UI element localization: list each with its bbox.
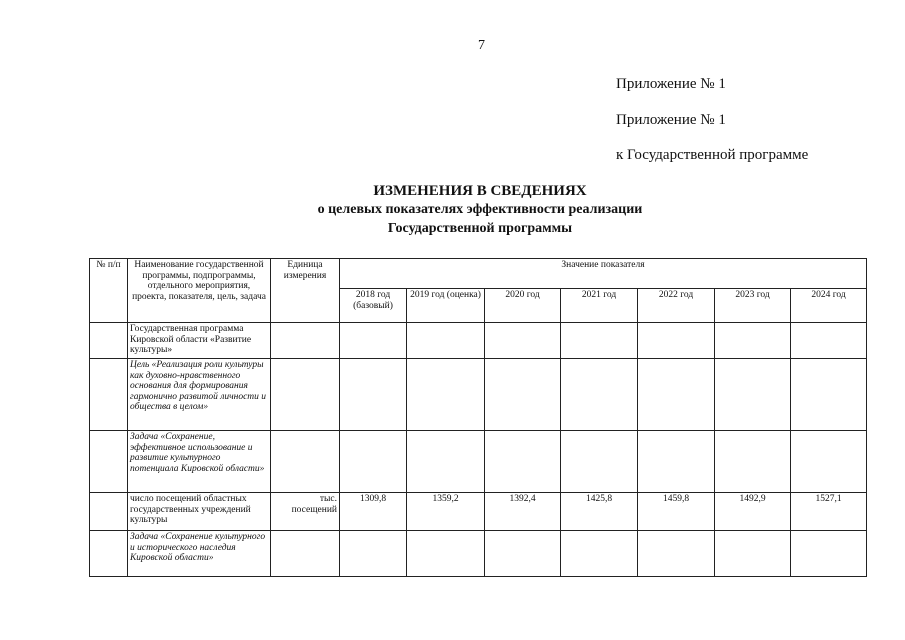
- header-year-2021: 2021 год: [561, 289, 638, 323]
- table-row: [90, 493, 867, 531]
- row-value-cell: [791, 359, 867, 431]
- row-value-cell: 1359,2: [407, 493, 485, 531]
- row-unit-cell: тыс. посещений: [271, 493, 340, 531]
- row-value-cell: [485, 359, 561, 431]
- page-number: 7: [478, 38, 485, 53]
- appendix-line-1: Приложение № 1: [616, 76, 726, 92]
- appendix-line-2: Приложение № 1: [616, 112, 726, 128]
- header-unit: Единица измерения: [271, 259, 340, 323]
- document-title-line-2: о целевых показателях эффективности реализации: [317, 202, 643, 217]
- row-value-cell: [791, 431, 867, 493]
- header-year-2020: 2020 год: [485, 289, 561, 323]
- document-title-line-3: Государственной программы: [387, 221, 573, 236]
- header-name: Наименование государственной программы, подпрограммы, отдельного мероприятия, проекта, показателя, цель, задача: [128, 259, 271, 323]
- row-value-cell: [340, 323, 407, 359]
- header-year-2023: 2023 год: [715, 289, 791, 323]
- row-value-cell: [561, 431, 638, 493]
- header-value: Значение показателя: [340, 259, 867, 289]
- row-value-cell: [561, 359, 638, 431]
- row-value-cell: [485, 531, 561, 577]
- row-unit-cell: [271, 323, 340, 359]
- row-value-cell: 1492,9: [715, 493, 791, 531]
- header-num: № п/п: [90, 259, 128, 323]
- row-unit-cell: [271, 359, 340, 431]
- row-value-cell: [340, 531, 407, 577]
- row-value-cell: 1392,4: [485, 493, 561, 531]
- row-value-cell: [715, 531, 791, 577]
- row-value-cell: [561, 531, 638, 577]
- row-value-cell: [638, 323, 715, 359]
- row-value-cell: [715, 359, 791, 431]
- row-value-cell: [638, 531, 715, 577]
- row-value-cell: 1425,8: [561, 493, 638, 531]
- table-row: [90, 323, 867, 359]
- row-value-cell: [407, 431, 485, 493]
- row-value-cell: [715, 431, 791, 493]
- row-name-cell: Государственная программа Кировской области «Развитие культуры»: [128, 323, 271, 359]
- row-unit-cell: [271, 431, 340, 493]
- row-value-cell: [340, 431, 407, 493]
- header-year-2024: 2024 год: [791, 289, 867, 323]
- row-value-cell: [638, 359, 715, 431]
- row-value-cell: 1459,8: [638, 493, 715, 531]
- row-value-cell: [485, 431, 561, 493]
- row-value-cell: [791, 323, 867, 359]
- row-value-cell: [715, 323, 791, 359]
- table-row: [90, 531, 867, 577]
- row-value-cell: [791, 531, 867, 577]
- indicators-table: [89, 258, 867, 577]
- row-value-cell: [485, 323, 561, 359]
- header-year-2022: 2022 год: [638, 289, 715, 323]
- row-num-cell: [90, 359, 128, 431]
- row-value-cell: 1527,1: [791, 493, 867, 531]
- row-name-cell: Цель «Реализация роли культуры как духовно-нравственного основания для формирования гармонично развитой личности и общества в целом»: [128, 359, 271, 431]
- row-name-cell: Задача «Сохранение, эффективное использование и развитие культурного потенциала Кировской области»: [128, 431, 271, 493]
- appendix-line-3: к Государственной программе: [616, 147, 809, 163]
- row-num-cell: [90, 431, 128, 493]
- row-value-cell: [407, 323, 485, 359]
- row-name-cell: число посещений областных государственных учреждений культуры: [128, 493, 271, 531]
- row-num-cell: [90, 531, 128, 577]
- row-value-cell: [561, 323, 638, 359]
- row-value-cell: [407, 531, 485, 577]
- row-num-cell: [90, 493, 128, 531]
- document-title-line-1: ИЗМЕНЕНИЯ В СВЕДЕНИЯХ: [373, 183, 587, 199]
- table-row: [90, 431, 867, 493]
- row-unit-cell: [271, 531, 340, 577]
- header-year-2019: 2019 год (оценка): [407, 289, 485, 323]
- row-num-cell: [90, 323, 128, 359]
- table-row: [90, 359, 867, 431]
- header-year-2018: 2018 год (базовый): [340, 289, 407, 323]
- row-name-cell: Задача «Сохранение культурного и исторического наследия Кировской области»: [128, 531, 271, 577]
- row-value-cell: [638, 431, 715, 493]
- row-value-cell: [407, 359, 485, 431]
- row-value-cell: [340, 359, 407, 431]
- row-value-cell: 1309,8: [340, 493, 407, 531]
